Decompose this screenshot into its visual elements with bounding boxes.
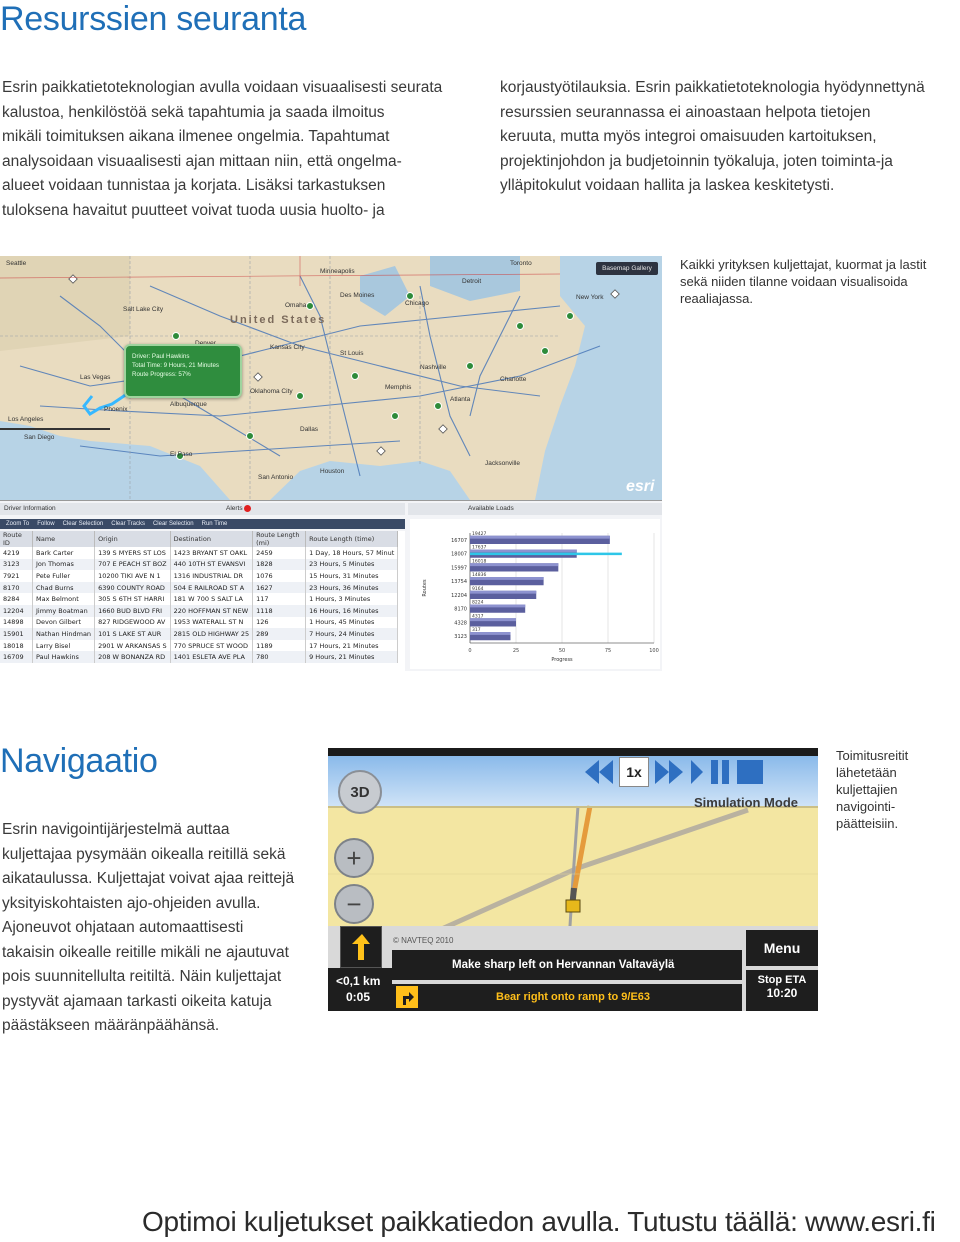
caption-line: päätteisiin.	[836, 816, 899, 831]
table-cell: Larry Bisel	[33, 640, 95, 652]
zoom-to-button[interactable]: Zoom To	[6, 521, 30, 527]
table-cell: 220 HOFFMAN ST NEW	[170, 605, 252, 617]
table-cell: 18018	[0, 640, 33, 652]
clear-selection-button[interactable]: Clear Selection	[62, 521, 104, 527]
city-label: Toronto	[510, 260, 532, 267]
rewind-icon[interactable]	[583, 756, 615, 788]
table-cell: 126	[253, 617, 306, 629]
x-axis-label: Progress	[551, 657, 573, 663]
table-cell: 12204	[0, 605, 33, 617]
table-cell: 1423 BRYANT ST OAKL	[170, 547, 252, 559]
tracking-map[interactable]	[0, 256, 662, 500]
caption-line: navigointi-	[836, 799, 896, 814]
basemap-gallery-button[interactable]: Basemap Gallery	[596, 262, 658, 275]
table-cell: 1 Day, 18 Hours, 57 Minut	[306, 547, 398, 559]
table-cell: 1076	[253, 570, 306, 582]
table-cell: 1118	[253, 605, 306, 617]
table-cell: Devon Gilbert	[33, 617, 95, 629]
eta-panel	[746, 970, 818, 1011]
city-label: San Antonio	[258, 474, 294, 481]
dashboard-panel	[0, 500, 662, 671]
driver-popup[interactable]	[124, 344, 242, 398]
table-cell: 16709	[0, 651, 33, 663]
next-turn-icon-badge	[396, 986, 418, 1008]
3d-toggle-button[interactable]: 3D	[338, 770, 382, 814]
city-label: St Louis	[340, 350, 364, 357]
table-cell: 440 10TH ST EVANSVI	[170, 559, 252, 571]
city-label: Memphis	[385, 384, 412, 391]
city-label: Oklahoma City	[250, 388, 293, 395]
text-line: analysoidaan visuaalisesti ajan mittaan niin, että ongelma-	[2, 152, 402, 170]
data-label: 19427	[472, 531, 487, 537]
table-cell: Max Belmont	[33, 593, 95, 605]
city-label: Albuquerque	[170, 401, 207, 408]
category-label: 16707	[451, 537, 467, 544]
text-line: ylläpitokulut voidaan hallita ja laskea keskitetysti.	[500, 177, 835, 194]
text-line: kuljettajaa pysymään oikealla reitillä sekä	[2, 845, 286, 863]
table-cell: Pete Fuller	[33, 570, 95, 582]
turn-arrow-icon	[340, 926, 382, 968]
navigation-body	[2, 818, 322, 1039]
table-cell: 6390 COUNTY ROAD	[95, 582, 171, 594]
text-line: resurssien seurannassa ei ainoastaan helpota tietojen	[500, 103, 871, 121]
city-label: Seattle	[6, 260, 27, 267]
follow-button[interactable]: Follow	[37, 521, 55, 527]
table-row[interactable]	[0, 617, 398, 629]
eta-label: Stop ETA	[757, 974, 807, 986]
clear-tracks-button[interactable]: Clear Tracks	[111, 521, 145, 527]
table-row[interactable]	[0, 593, 398, 605]
popup-line: Driver: Paul Hawkins	[132, 353, 190, 360]
city-label: Las Vegas	[80, 374, 111, 381]
city-label: Kansas City	[270, 344, 305, 351]
plus-icon: +	[346, 842, 362, 873]
category-label: 4328	[454, 620, 467, 627]
text-line: Esrin navigointijärjestelmä auttaa	[2, 821, 230, 838]
table-row[interactable]	[0, 640, 398, 652]
table-cell: 770 SPRUCE ST WOOD	[170, 640, 252, 652]
city-label: Salt Lake City	[123, 306, 164, 313]
table-cell: 8284	[0, 593, 33, 605]
zoom-in-button[interactable]	[334, 838, 374, 878]
play-icon[interactable]	[689, 756, 705, 788]
next-instruction: Bear right onto ramp to 9/E63	[392, 984, 742, 1011]
column-header[interactable]: Name	[33, 531, 95, 547]
text-line: tuloksena havaitut puutteet voivat tuoda uusia huolto- ja	[2, 201, 385, 219]
table-row[interactable]	[0, 628, 398, 640]
section-title-resource-tracking: Resurssien seuranta	[0, 0, 307, 38]
popup-line: Route Progress: 57%	[132, 371, 191, 378]
city-label: Chicago	[405, 300, 429, 307]
text-line: Ajoneuvot ohjataan automaattisesti	[2, 919, 244, 936]
category-label: 8170	[454, 606, 467, 613]
column-header[interactable]: Destination	[170, 531, 252, 547]
speed-button[interactable]: 1x	[619, 757, 649, 787]
route-table-body	[0, 547, 398, 663]
city-label: Phoenix	[104, 406, 128, 413]
table-cell: 139 S MYERS ST LOS	[95, 547, 171, 559]
text-line: pystyvät ajamaan tarkasti oikeita katuja	[2, 992, 272, 1010]
category-label: 13754	[451, 579, 467, 586]
text-line: keruuta, mutta myös integroi omaisuuden kartoituksen,	[500, 128, 877, 145]
text-line: korjaustyötilauksia. Esrin paikkatietoteknologia hyödynnettynä	[500, 79, 925, 96]
category-label: 18007	[451, 551, 467, 558]
text-line: Esrin paikkatietoteknologian avulla voidaan visuaalisesti seurata	[2, 79, 443, 96]
route-table	[0, 531, 398, 663]
table-cell: 289	[253, 628, 306, 640]
data-label: 17637	[472, 545, 487, 551]
x-tick-label: 100	[649, 648, 659, 654]
table-cell: 305 S 6TH ST HARRI	[95, 593, 171, 605]
table-cell: Jimmy Boatman	[33, 605, 95, 617]
simulation-mode-label: Simulation Mode	[694, 795, 798, 810]
distance-panel	[328, 968, 392, 1011]
y-axis-label: Routes	[422, 579, 428, 597]
table-cell: 7 Hours, 24 Minutes	[306, 628, 398, 640]
table-cell: 2815 OLD HIGHWAY 25	[170, 628, 252, 640]
table-cell: 208 W BONANZA RD	[95, 651, 171, 663]
city-label: Atlanta	[450, 396, 471, 403]
text-line: takaisin oikealle reitille mikäli ne ajautuvat	[2, 943, 289, 961]
table-row[interactable]	[0, 547, 398, 559]
chart-bar-highlight	[470, 536, 610, 539]
table-cell: 1627	[253, 582, 306, 594]
available-loads-chart	[410, 519, 660, 669]
table-cell: 17 Hours, 21 Minutes	[306, 640, 398, 652]
x-tick-label: 75	[604, 648, 612, 654]
alerts-label[interactable]	[226, 503, 251, 515]
intro-column-1	[2, 76, 482, 223]
map-caption: Kaikki yrityksen kuljettajat, kuormat ja lastit sekä niiden tilanne voidaan visualisoida reaaliajassa.	[680, 257, 927, 306]
city-label: Los Angeles	[8, 416, 44, 423]
city-label: El Paso	[170, 451, 193, 458]
city-label: Jacksonville	[485, 460, 521, 467]
navigation-caption	[836, 747, 956, 832]
table-row[interactable]	[0, 605, 398, 617]
table-cell: 4219	[0, 547, 33, 559]
table-cell: Jon Thomas	[33, 559, 95, 571]
column-header[interactable]: Origin	[95, 531, 171, 547]
table-cell: 181 W 700 S SALT LA	[170, 593, 252, 605]
pause-icon[interactable]	[709, 756, 731, 788]
route-table-container	[0, 531, 405, 671]
city-label: Des Moines	[340, 292, 375, 299]
distance-value: <0,1 km	[336, 974, 381, 988]
text-line: yksityiskohtaisten ajo-ohjeiden avulla.	[2, 894, 261, 912]
stop-icon[interactable]	[735, 756, 765, 788]
table-cell: 1660 BUD BLVD FRI	[95, 605, 171, 617]
city-label: Nashville	[420, 364, 447, 371]
table-cell: 7921	[0, 570, 33, 582]
data-label: 8224	[472, 600, 484, 606]
x-tick-label: 50	[558, 648, 566, 654]
text-line: projektinjohdon ja budjetoinnin työkaluja, joten toiminta-ja	[500, 152, 893, 170]
data-label: 14836	[472, 573, 487, 578]
text-line: pois suunnitellulta reitiltä. Näin kuljettajat	[2, 968, 282, 985]
text-line: aikataulussa. Kuljettajat voivat ajaa reittejä	[2, 870, 295, 887]
table-cell: Nathan Hindman	[33, 628, 95, 640]
city-label: Detroit	[462, 278, 482, 285]
available-loads-header: Available Loads	[408, 503, 662, 515]
column-header[interactable]: Route Length (time)	[306, 531, 398, 547]
table-row[interactable]	[0, 582, 398, 594]
alert-icon	[244, 505, 251, 512]
dashboard-toolbar	[0, 519, 405, 529]
table-row[interactable]	[0, 651, 398, 663]
category-label: 12204	[451, 592, 467, 599]
text-line: päästäkseen määränpäähänsä.	[2, 1017, 220, 1034]
driver-info-header: Driver Information	[0, 503, 405, 515]
category-label: 3123	[454, 634, 467, 641]
caption-line: lähetetään	[836, 765, 897, 780]
popup-line: Total Time: 9 Hours, 21 Minutes	[132, 362, 220, 369]
data-label: 9164	[472, 586, 484, 592]
table-cell: 707 E PEACH ST BOZ	[95, 559, 171, 571]
section-title-navigation: Navigaatio	[0, 742, 158, 780]
simulation-controls	[583, 756, 765, 788]
x-tick-label: 25	[512, 648, 520, 654]
table-cell: 1316 INDUSTRIAL DR	[170, 570, 252, 582]
country-label: United States	[230, 314, 327, 326]
footer-tagline[interactable]: Optimoi kuljetukset paikkatiedon avulla. Tutustu täällä: www.esri.fi	[142, 1206, 936, 1237]
table-cell: 117	[253, 593, 306, 605]
x-tick-label: 0	[468, 648, 472, 654]
table-cell: 1953 WATERALL ST N	[170, 617, 252, 629]
city-label: Houston	[320, 468, 345, 475]
table-cell: 504 E RAILROAD ST A	[170, 582, 252, 594]
table-cell: 15 Hours, 31 Minutes	[306, 570, 398, 582]
time-value: 0:05	[346, 990, 371, 1004]
text-line: mikäli toimituksen aikana ilmenee ongelmia. Tapahtumat	[2, 128, 390, 145]
current-instruction: Make sharp left on Hervannan Valtaväylä	[392, 950, 742, 980]
table-cell: 1401 ESLETA AVE PLA	[170, 651, 252, 663]
column-header[interactable]: Route Length (mi)	[253, 531, 306, 547]
city-label: Omaha	[285, 302, 307, 309]
data-label: 4317	[472, 614, 484, 620]
table-cell: 1 Hours, 3 Minutes	[306, 593, 398, 605]
minus-icon: −	[346, 888, 362, 919]
selected-route-bar	[470, 553, 622, 556]
intro-column-2	[500, 76, 958, 199]
table-cell: 15901	[0, 628, 33, 640]
table-row[interactable]	[0, 559, 398, 571]
esri-logo: esri	[626, 478, 655, 495]
menu-button[interactable]: Menu	[746, 930, 818, 966]
table-cell: 2901 W ARKANSAS S	[95, 640, 171, 652]
text-line: alueet voidaan tunnistaa ja korjata. Lisäksi tarkastuksen	[2, 177, 386, 194]
table-cell: Bark Carter	[33, 547, 95, 559]
table-cell: 2459	[253, 547, 306, 559]
city-label: Dallas	[300, 426, 319, 433]
table-cell: 10200 TIKI AVE N 1	[95, 570, 171, 582]
city-label: San Diego	[24, 434, 55, 441]
table-cell: 9 Hours, 21 Minutes	[306, 651, 398, 663]
table-cell: Chad Burns	[33, 582, 95, 594]
data-label: 317	[472, 628, 481, 633]
eta-value: 10:20	[766, 986, 798, 1000]
run-time-button[interactable]: Run Time	[201, 521, 228, 527]
table-cell: Paul Hawkins	[33, 651, 95, 663]
table-cell: 23 Hours, 36 Minutes	[306, 582, 398, 594]
column-header[interactable]: Route ID	[0, 531, 33, 547]
alerts-text: Alerts	[226, 505, 243, 512]
table-cell: 23 Hours, 5 Minutes	[306, 559, 398, 571]
caption-line: Toimitusreitit	[836, 748, 909, 763]
fast-forward-icon[interactable]	[653, 756, 685, 788]
navigation-screen	[328, 748, 818, 1011]
city-label: Minneapolis	[320, 268, 355, 275]
scale-bar	[0, 424, 110, 430]
nav-title-bar	[328, 748, 818, 756]
table-cell: 1828	[253, 559, 306, 571]
table-cell: 101 S LAKE ST AUR	[95, 628, 171, 640]
city-label: Charlotte	[500, 376, 527, 383]
table-cell: 1 Hours, 45 Minutes	[306, 617, 398, 629]
table-row[interactable]	[0, 570, 398, 582]
table-cell: 16 Hours, 16 Minutes	[306, 605, 398, 617]
zoom-out-button[interactable]	[334, 884, 374, 924]
city-label: New York	[576, 294, 604, 301]
table-cell: 3123	[0, 559, 33, 571]
table-cell: 1189	[253, 640, 306, 652]
table-cell: 827 RIDGEWOOD AV	[95, 617, 171, 629]
table-cell: 14898	[0, 617, 33, 629]
category-label: 15997	[451, 565, 467, 572]
data-label: 16018	[472, 559, 487, 565]
copyright-label: © NAVTEQ 2010	[393, 936, 454, 945]
table-cell: 8170	[0, 582, 33, 594]
caption-line: kuljettajien	[836, 782, 898, 797]
table-cell: 780	[253, 651, 306, 663]
clear-selection-button-2[interactable]: Clear Selection	[152, 521, 194, 527]
text-line: kalustoa, henkilöstöä sekä tapahtumia ja saada ilmoitus	[2, 103, 385, 121]
